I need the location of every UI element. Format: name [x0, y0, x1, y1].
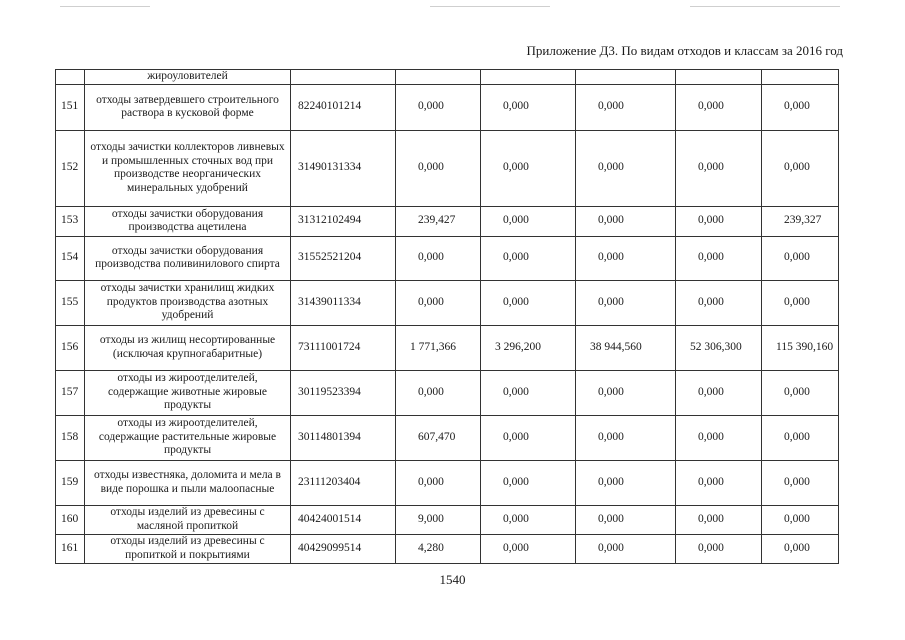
cell-value: [396, 70, 481, 85]
cell-value: 0,000: [396, 84, 481, 130]
cell-value: 0,000: [576, 460, 676, 505]
cell-code: 31552521204: [291, 236, 396, 280]
cell-name: отходы зачистки коллекторов ливневых и промышленных сточных вод при производстве неорганических минеральных удобрений: [85, 130, 291, 206]
cell-value: 0,000: [481, 534, 576, 563]
cell-value: 0,000: [481, 130, 576, 206]
cell-code: 40424001514: [291, 505, 396, 534]
cell-value: 0,000: [481, 460, 576, 505]
cell-value: 0,000: [762, 370, 839, 415]
cell-value: 0,000: [481, 505, 576, 534]
cell-value: 0,000: [481, 415, 576, 460]
cell-value: 0,000: [762, 280, 839, 325]
cell-value: 0,000: [396, 130, 481, 206]
table-row: [56, 534, 839, 563]
cell-value: 0,000: [676, 505, 762, 534]
cell-value: 0,000: [762, 534, 839, 563]
cell-code: 31439011334: [291, 280, 396, 325]
cell-value: 115 390,160: [762, 325, 839, 370]
cell-value: 0,000: [576, 280, 676, 325]
table-row: [56, 84, 839, 130]
cell-code: 31312102494: [291, 206, 396, 236]
table-row: [56, 460, 839, 505]
cell-code: 73111001724: [291, 325, 396, 370]
cell-value: 0,000: [576, 415, 676, 460]
cell-value: 607,470: [396, 415, 481, 460]
cell-value: 239,427: [396, 206, 481, 236]
table-row: [56, 206, 839, 236]
cell-value: 9,000: [396, 505, 481, 534]
cell-value: 0,000: [676, 534, 762, 563]
cell-value: 1 771,366: [396, 325, 481, 370]
cell-code: 23111203404: [291, 460, 396, 505]
table-row: [56, 280, 839, 325]
table-body: [56, 70, 839, 564]
cell-value: 0,000: [576, 534, 676, 563]
cell-value: 0,000: [481, 236, 576, 280]
cell-value: 0,000: [676, 84, 762, 130]
cell-name: отходы из жилищ несортированные (исключая крупногабаритные): [85, 325, 291, 370]
cell-code: 31490131334: [291, 130, 396, 206]
cell-value: 0,000: [576, 130, 676, 206]
page-number: 1540: [439, 572, 466, 587]
cell-value: 0,000: [481, 280, 576, 325]
table-row: [56, 505, 839, 534]
cell-name: отходы изделий из древесины с масляной пропиткой: [85, 505, 291, 534]
cell-name: отходы зачистки хранилищ жидких продуктов производства азотных удобрений: [85, 280, 291, 325]
cell-num: 151: [56, 84, 85, 130]
cell-name: отходы из жироотделителей, содержащие растительные жировые продукты: [85, 415, 291, 460]
cell-num: 154: [56, 236, 85, 280]
cell-value: 0,000: [576, 206, 676, 236]
cell-num: 158: [56, 415, 85, 460]
cell-value: [762, 70, 839, 85]
cell-value: 38 944,560: [576, 325, 676, 370]
waste-table: [55, 69, 839, 564]
cell-code: 40429099514: [291, 534, 396, 563]
cell-code: 82240101214: [291, 84, 396, 130]
cell-value: 239,327: [762, 206, 839, 236]
cell-value: 0,000: [396, 280, 481, 325]
table-row: [56, 415, 839, 460]
cell-value: 0,000: [676, 280, 762, 325]
cell-name: отходы зачистки оборудования производства ацетилена: [85, 206, 291, 236]
cell-value: 0,000: [676, 370, 762, 415]
cell-value: 0,000: [396, 236, 481, 280]
cell-value: 0,000: [576, 370, 676, 415]
cell-name: отходы зачистки оборудования производства поливинилового спирта: [85, 236, 291, 280]
cell-value: 0,000: [762, 505, 839, 534]
cell-name: отходы из жироотделителей, содержащие животные жировые продукты: [85, 370, 291, 415]
cell-name: отходы затвердевшего строительного раствора в кусковой форме: [85, 84, 291, 130]
cell-value: 0,000: [576, 236, 676, 280]
cell-value: 3 296,200: [481, 325, 576, 370]
cell-name: жироуловителей: [85, 70, 291, 85]
cell-value: 0,000: [481, 206, 576, 236]
cell-value: 0,000: [762, 415, 839, 460]
cell-value: 0,000: [676, 236, 762, 280]
cell-code: 30114801394: [291, 415, 396, 460]
cell-code: 30119523394: [291, 370, 396, 415]
cell-value: [481, 70, 576, 85]
cell-value: [576, 70, 676, 85]
cell-value: 4,280: [396, 534, 481, 563]
cell-value: 0,000: [676, 460, 762, 505]
cell-value: 0,000: [576, 505, 676, 534]
cell-num: [56, 70, 85, 85]
cell-name: отходы изделий из древесины с пропиткой и покрытиями: [85, 534, 291, 563]
cell-num: 153: [56, 206, 85, 236]
page-header: Приложение Д3. По видам отходов и классам за 2016 год: [526, 43, 843, 58]
cell-value: 0,000: [576, 84, 676, 130]
table-row: [56, 70, 839, 85]
cell-num: 161: [56, 534, 85, 563]
cell-num: 157: [56, 370, 85, 415]
cell-value: 0,000: [676, 415, 762, 460]
cell-value: 0,000: [762, 130, 839, 206]
scan-mark: [690, 6, 840, 7]
table-row: [56, 130, 839, 206]
table-row: [56, 236, 839, 280]
cell-value: [676, 70, 762, 85]
table-row: [56, 325, 839, 370]
cell-value: 0,000: [762, 236, 839, 280]
cell-name: отходы известняка, доломита и мела в виде порошка и пыли малоопасные: [85, 460, 291, 505]
cell-value: 0,000: [762, 460, 839, 505]
cell-value: 0,000: [762, 84, 839, 130]
scan-mark: [60, 6, 150, 7]
cell-num: 156: [56, 325, 85, 370]
table-row: [56, 370, 839, 415]
cell-value: 0,000: [481, 84, 576, 130]
cell-value: 0,000: [481, 370, 576, 415]
cell-num: 155: [56, 280, 85, 325]
cell-value: 0,000: [396, 460, 481, 505]
cell-value: 0,000: [676, 130, 762, 206]
scan-mark: [430, 6, 550, 7]
cell-num: 159: [56, 460, 85, 505]
cell-code: [291, 70, 396, 85]
cell-value: 0,000: [396, 370, 481, 415]
cell-num: 152: [56, 130, 85, 206]
cell-value: 52 306,300: [676, 325, 762, 370]
cell-value: 0,000: [676, 206, 762, 236]
cell-num: 160: [56, 505, 85, 534]
